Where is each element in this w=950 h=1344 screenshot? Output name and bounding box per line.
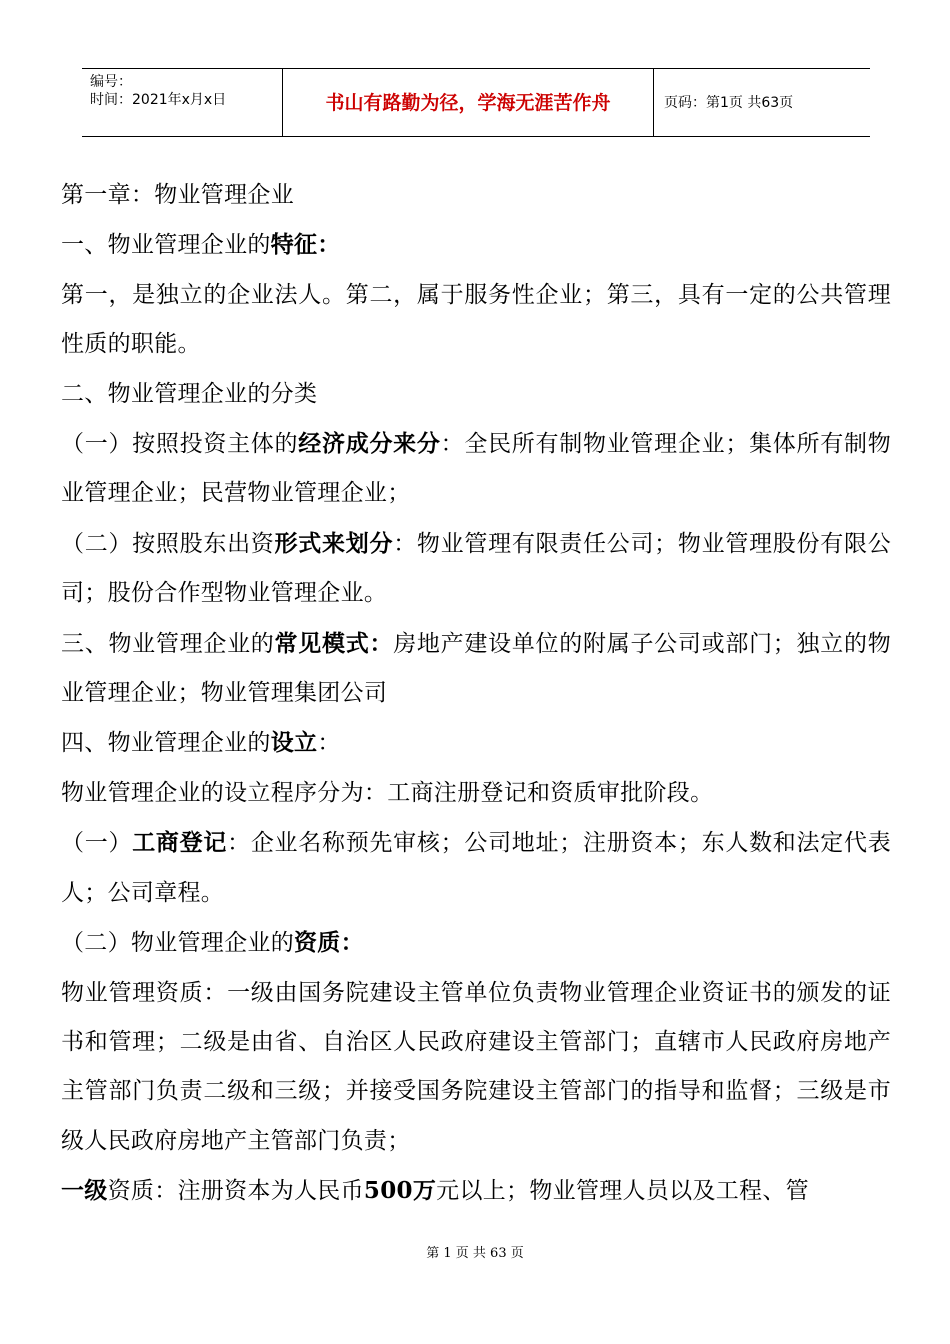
subsection-heading: （二）物业管理企业的资质： [61,929,364,957]
document-header [82,68,870,137]
motto: 书山有路勤为径，学海无涯苦作舟 [325,92,611,114]
page-footer: 第 1 页 共 63 页 [426,1246,524,1261]
section-heading-4: 四、物业管理企业的设立： [61,729,341,757]
section-heading-2: 二、物业管理企业的分类 [61,380,318,407]
paragraph: （二）按照股东出资形式来划分：物业管理有限责任公司；物业管理股份有限公司；股份合作型物业管理企业。 [61,529,892,607]
header-page-cell [654,69,870,136]
page-info: 页码：第1页 共63页 [664,95,794,111]
document-body [61,171,891,1217]
header-meta-cell [82,69,283,136]
paragraph: 第一，是独立的企业法人。第二，属于服务性企业；第三，具有一定的公共管理性质的职能。 [61,281,891,358]
paragraph: （一）按照投资主体的经济成分来分：全民所有制物业管理企业；集体所有制物业管理企业；民营物业管理企业； [61,430,891,507]
paragraph: （一）工商登记：企业名称预先审核；公司地址；注册资本；东人数和法定代表人；公司章程。 [61,829,891,906]
header-motto-cell [283,69,654,136]
paragraph: 物业管理企业的设立程序分为：工商注册登记和资质审批阶段。 [61,779,714,806]
chapter-title: 第一章：物业管理企业 [61,182,294,208]
time-label: 时间：2021年x月x日 [90,92,227,108]
section-heading-3: 三、物业管理企业的常见模式：房地产建设单位的附属子公司或部门；独立的物业管理企业；物业管理集团公司 [61,629,892,707]
paragraph: 物业管理资质：一级由国务院建设主管单位负责物业管理企业资证书的颁发的证书和管理；二级是由省、自治区人民政府建设主管部门；直辖市人民政府房地产主管部门负责二级和三级；并接受国务院建设主管部门的指导和监督；三级是市级人民政府房地产主管部门负责； [61,979,891,1154]
section-heading-1: 一、物业管理企业的特征： [61,231,341,259]
paragraph: 一级资质：注册资本为人民币500万元以上；物业管理人员以及工程、管 [61,1177,809,1205]
number-label: 编号： [90,74,132,90]
